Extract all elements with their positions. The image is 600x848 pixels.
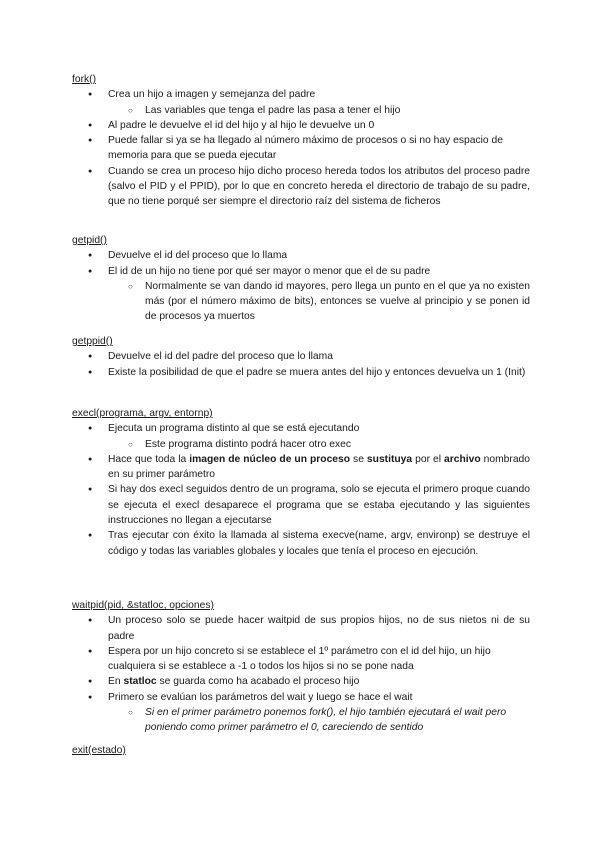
getppid-heading: getppid()	[72, 336, 113, 347]
section-getpid	[72, 233, 530, 325]
list-item: ● Ejecuta un programa distinto al que se está ejecutando	[72, 421, 530, 436]
list-item: ● Cuando se crea un proceso hijo dicho proceso hereda todos los atributos del proceso padre (salvo el PID y el PPID), por lo que en concreto hereda el directorio de trabajo de su padre, que no tiene porqué ser siempre el directorio raíz del sistema de ficheros	[72, 164, 530, 210]
fork-heading: fork()	[72, 74, 97, 85]
list-item: ● Espera por un hijo concreto si se establece el 1º parámetro con el id del hijo, un hijo cualquiera si se establece a -1 o todos los hijos si no se pone nada	[72, 644, 530, 675]
section-getppid	[72, 334, 530, 380]
list-item: ● Primero se evalúan los parámetros del wait y luego se hace el wait	[72, 690, 530, 705]
getpid-list	[72, 248, 530, 324]
list-item: ● Devuelve el id del proceso que lo llama	[72, 248, 530, 263]
section-exit	[72, 743, 530, 758]
getppid-list	[72, 349, 530, 380]
list-item: ● El id de un hijo no tiene por qué ser mayor o menor que el de su padre	[72, 264, 530, 279]
text-run: se guarda como ha acabado el proceso hijo	[156, 676, 360, 688]
fork-list	[72, 87, 530, 209]
execl-list	[72, 421, 530, 559]
waitpid-list	[72, 613, 530, 735]
sub-list-item: ○ Este programa distinto podrá hacer otro exec	[72, 437, 530, 452]
text-run: Hace que toda la	[108, 453, 190, 465]
execl-heading: execl(programa, argv, entornp)	[72, 408, 213, 419]
bold-text: archivo	[444, 453, 481, 465]
text-run: En	[108, 676, 124, 688]
getpid-heading: getpid()	[72, 235, 107, 246]
exit-heading: exit(estado)	[72, 745, 126, 756]
text-run: nombrado en su primer parámetro	[108, 453, 530, 481]
sub-list-item: ○ Normalmente se van dando id mayores, pero llega un punto en el que ya no existen más (por el número máximo de bits), entonces se vuelve al principio y se ponen id de procesos ya muertos	[72, 279, 530, 325]
list-item	[72, 674, 530, 689]
bold-text: sustituya	[366, 453, 413, 465]
list-item	[72, 452, 530, 483]
list-item: ● Un proceso solo se puede hacer waitpid de sus propios hijos, no de sus nietos ni de su padre	[72, 613, 530, 644]
list-item: ● Tras ejecutar con éxito la llamada al sistema execve(name, argv, environp) se destruye el código y todas las variables globales y locales que tenía el proceso en ejecución.	[72, 528, 530, 559]
waitpid-heading: waitpid(pid, &statloc, opciones)	[72, 600, 214, 611]
sub-list-item: ○ Las variables que tenga el padre las pasa a tener el hijo	[72, 103, 530, 118]
list-item: ● Al padre le devuelve el id del hijo y al hijo le devuelve un 0	[72, 118, 530, 133]
text-run: se	[350, 453, 367, 465]
list-item: ● Puede fallar si ya se ha llegado al número máximo de procesos o si no hay espacio de memoria para que se pueda ejecutar	[72, 133, 530, 164]
sub-list-item: ○ Si en el primer parámetro ponemos fork(), el hijo también ejecutará el wait pero poniendo como primer parámetro el 0, careciendo de sentido	[72, 705, 530, 736]
bold-text: imagen de núcleo de un proceso	[189, 453, 351, 465]
section-execl	[72, 406, 530, 559]
list-item: ● Existe la posibilidad de que el padre se muera antes del hijo y entonces devuelva un 1 (Init)	[72, 365, 530, 380]
bold-text: statloc	[123, 676, 157, 688]
section-waitpid	[72, 598, 530, 736]
section-fork	[72, 72, 530, 210]
list-item: ● Devuelve el id del padre del proceso que lo llama	[72, 349, 530, 364]
list-item: ● Crea un hijo a imagen y semejanza del padre	[72, 87, 530, 102]
text-run: por el	[412, 453, 444, 465]
list-item: ● Si hay dos execl seguidos dentro de un programa, solo se ejecuta el primero proque cuando se ejecuta el execl desaparece el programa que se estaba ejecutando y las siguientes instrucciones no llegan a ejecutarse	[72, 482, 530, 528]
